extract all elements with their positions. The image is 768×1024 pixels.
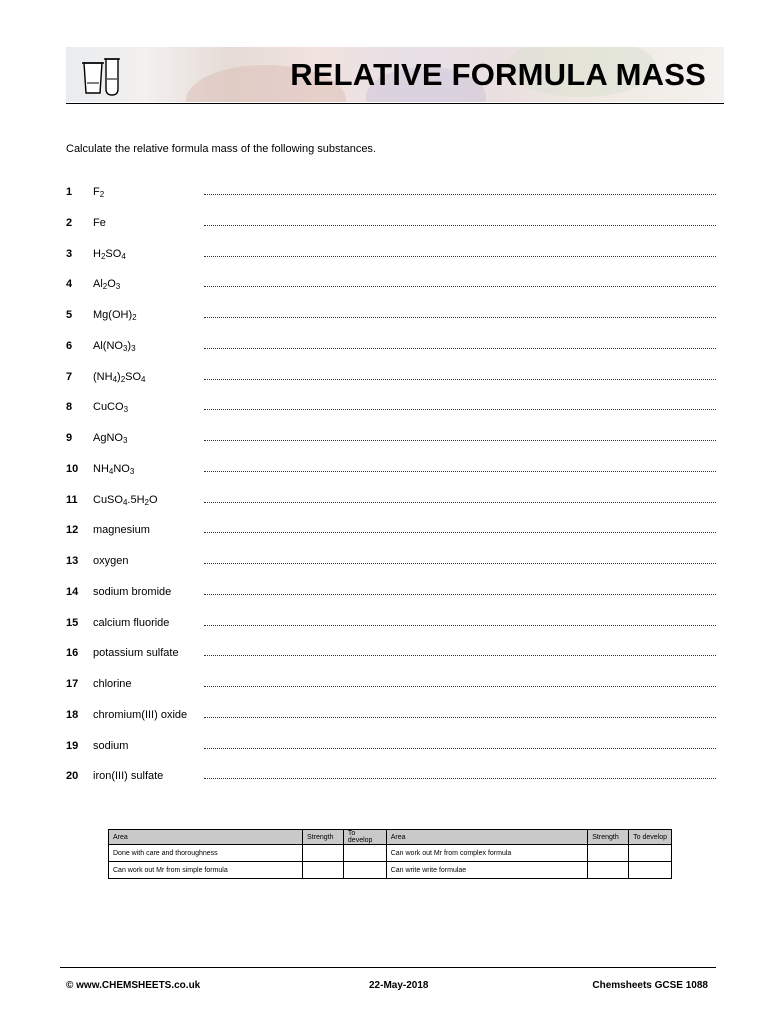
question-row — [66, 306, 716, 337]
assessment-header-cell: Strength — [303, 830, 344, 845]
footer-date: 22-May-2018 — [369, 980, 429, 991]
question-row — [66, 460, 716, 491]
formula-subscript: 2 — [120, 374, 126, 384]
assessment-area-cell: Can work out Mr from simple formula — [109, 862, 303, 879]
formula-text: chlorine — [93, 678, 132, 690]
formula-subscript: 3 — [122, 436, 128, 445]
question-number: 13 — [66, 555, 79, 567]
formula-subscript: 3 — [122, 343, 128, 353]
question-row — [66, 521, 716, 552]
answer-line[interactable] — [204, 225, 716, 226]
question-number: 16 — [66, 647, 79, 660]
answer-line[interactable] — [204, 748, 716, 749]
formula-text: Fe — [93, 216, 106, 229]
formula-text: O — [107, 278, 116, 291]
formula-subscript: 4 — [121, 251, 126, 261]
assessment-header-cell: To develop — [629, 830, 672, 845]
formula-text: H — [93, 247, 101, 260]
footer-rule — [60, 967, 716, 968]
question-substance — [93, 709, 187, 721]
formula-text: CuSO — [93, 493, 123, 506]
assessment-tick-cell[interactable] — [303, 845, 344, 862]
formula-text: chromium(III) oxide — [93, 708, 188, 721]
formula-text: SO — [125, 370, 142, 383]
answer-line[interactable] — [204, 563, 716, 564]
question-number: 9 — [66, 432, 73, 444]
question-number: 7 — [66, 370, 73, 383]
question-substance — [93, 401, 128, 413]
answer-line[interactable] — [204, 440, 716, 441]
question-number: 6 — [66, 339, 73, 352]
question-number: 18 — [66, 708, 79, 721]
question-number: 12 — [66, 524, 79, 537]
question-number: 19 — [66, 739, 79, 752]
question-row — [66, 337, 716, 368]
answer-line[interactable] — [204, 778, 716, 779]
page-title: RELATIVE FORMULA MASS — [290, 57, 706, 92]
assessment-area-cell: Can write write formulae — [386, 862, 588, 879]
question-substance — [93, 248, 126, 260]
assessment-tick-cell[interactable] — [588, 862, 629, 879]
assessment-tick-cell[interactable] — [343, 862, 386, 879]
formula-text: oxygen — [93, 555, 129, 567]
question-row — [66, 706, 716, 737]
assessment-header-cell: Area — [386, 830, 588, 845]
answer-line[interactable] — [204, 194, 716, 195]
question-number: 10 — [66, 462, 79, 475]
lab-glassware-icon — [74, 53, 126, 99]
answer-line[interactable] — [204, 686, 716, 687]
question-number: 11 — [66, 493, 78, 506]
question-number: 8 — [66, 401, 73, 414]
question-substance — [93, 770, 163, 782]
question-number: 15 — [66, 616, 79, 629]
formula-text: O — [149, 493, 158, 506]
question-row — [66, 368, 716, 399]
question-number: 17 — [66, 678, 79, 690]
assessment-header-cell: Strength — [588, 830, 629, 845]
question-substance — [93, 586, 171, 598]
question-row — [66, 644, 716, 675]
question-substance — [93, 494, 158, 506]
question-row — [66, 552, 716, 583]
formula-subscript: 3 — [129, 466, 135, 476]
answer-line[interactable] — [204, 471, 716, 472]
formula-text: Al(NO — [93, 339, 123, 352]
formula-text: F — [93, 186, 100, 198]
assessment-tick-cell[interactable] — [588, 845, 629, 862]
assessment-tick-cell[interactable] — [629, 845, 672, 862]
question-substance — [93, 463, 134, 475]
question-number: 1 — [66, 186, 73, 198]
formula-text: AgNO — [93, 432, 123, 444]
question-substance — [93, 340, 136, 352]
question-row — [66, 214, 716, 245]
formula-text: CuCO — [93, 401, 124, 414]
formula-text: ) — [117, 370, 121, 383]
question-row — [66, 183, 716, 214]
formula-text: magnesium — [93, 524, 150, 537]
question-number: 2 — [66, 216, 73, 229]
question-list — [66, 183, 716, 798]
formula-text: potassium sulfate — [93, 647, 179, 660]
question-substance — [93, 309, 137, 321]
assessment-tick-cell[interactable] — [629, 862, 672, 879]
answer-line[interactable] — [204, 502, 716, 503]
title-banner — [66, 47, 724, 102]
question-row — [66, 275, 716, 306]
assessment-header-row — [109, 830, 672, 845]
answer-line[interactable] — [204, 655, 716, 656]
assessment-row — [109, 862, 672, 879]
footer-sheet-ref: Chemsheets GCSE 1088 — [592, 980, 708, 991]
answer-line[interactable] — [204, 717, 716, 718]
formula-text: sodium — [93, 739, 129, 752]
question-substance — [93, 186, 104, 198]
question-substance — [93, 371, 146, 383]
assessment-tick-cell[interactable] — [303, 862, 344, 879]
formula-subscript: 3 — [123, 405, 129, 415]
question-number: 20 — [66, 770, 79, 783]
question-substance — [93, 647, 179, 659]
assessment-header-cell: Area — [109, 830, 303, 845]
question-row — [66, 583, 716, 614]
formula-subscript: 3 — [115, 282, 121, 292]
question-substance — [93, 740, 128, 752]
answer-line[interactable] — [204, 594, 716, 595]
answer-line[interactable] — [204, 256, 716, 257]
title-rule — [66, 103, 724, 104]
answer-line[interactable] — [204, 348, 716, 349]
formula-subscript: 2 — [132, 313, 137, 322]
assessment-area-cell: Can work out Mr from complex formula — [386, 845, 588, 862]
answer-line[interactable] — [204, 625, 716, 626]
question-substance — [93, 678, 132, 690]
assessment-row — [109, 845, 672, 862]
formula-subscript: 2 — [102, 282, 108, 292]
answer-line[interactable] — [204, 379, 716, 380]
assessment-tick-cell[interactable] — [343, 845, 386, 862]
formula-text: (NH — [93, 370, 113, 383]
question-substance — [93, 432, 127, 444]
formula-subscript: 3 — [131, 343, 136, 353]
answer-line[interactable] — [204, 317, 716, 318]
assessment-area-cell: Done with care and thoroughness — [109, 845, 303, 862]
answer-line[interactable] — [204, 286, 716, 287]
instructions-text: Calculate the relative formula mass of the following substances. — [66, 143, 376, 155]
formula-text: calcium fluoride — [93, 616, 170, 629]
question-substance — [93, 217, 106, 229]
formula-subscript: 2 — [100, 251, 106, 261]
formula-subscript: 4 — [141, 374, 146, 384]
question-substance — [93, 617, 169, 629]
formula-subscript: 4 — [122, 497, 128, 507]
question-row — [66, 675, 716, 706]
formula-text: sodium bromide — [93, 585, 172, 598]
formula-subscript: 2 — [144, 497, 149, 507]
question-row — [66, 614, 716, 645]
question-number: 3 — [66, 247, 73, 260]
answer-line[interactable] — [204, 532, 716, 533]
question-number: 5 — [66, 309, 73, 321]
self-assessment-table — [108, 829, 672, 879]
question-row — [66, 245, 716, 276]
formula-text: Mg(OH) — [93, 309, 133, 321]
question-substance — [93, 524, 150, 536]
answer-line[interactable] — [204, 409, 716, 410]
formula-subscript: 2 — [99, 190, 105, 199]
assessment-header-cell: To develop — [343, 830, 386, 845]
formula-text: NO — [113, 462, 130, 475]
formula-text: NH — [93, 462, 109, 475]
formula-text: .5H — [127, 493, 145, 506]
question-row — [66, 737, 716, 768]
formula-subscript: 4 — [108, 466, 114, 476]
question-row — [66, 398, 716, 429]
question-row — [66, 429, 716, 460]
formula-text: SO — [105, 247, 122, 260]
formula-subscript: 4 — [112, 374, 118, 384]
question-substance — [93, 278, 120, 290]
question-row — [66, 767, 716, 798]
question-number: 4 — [66, 278, 73, 291]
formula-text: Al — [93, 278, 103, 291]
formula-text: ) — [127, 339, 132, 352]
formula-text: iron(III) sulfate — [93, 770, 164, 783]
question-substance — [93, 555, 128, 567]
footer-copyright: © www.CHEMSHEETS.co.uk — [66, 980, 201, 991]
question-number: 14 — [66, 585, 79, 598]
question-row — [66, 491, 716, 522]
